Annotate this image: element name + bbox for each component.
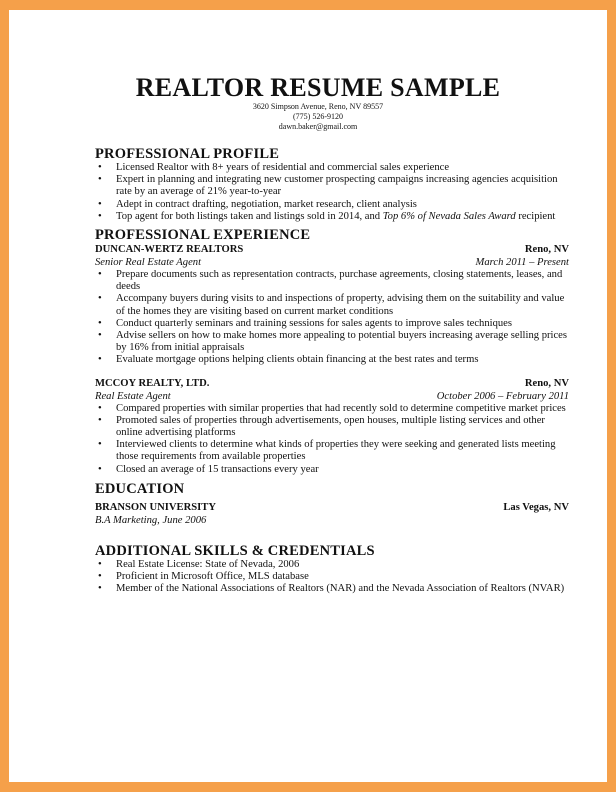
job-entry <box>95 377 569 476</box>
job-title: Real Estate Agent <box>95 390 171 402</box>
skills-list <box>95 559 569 596</box>
resume-header <box>95 74 569 132</box>
job-duties <box>95 403 569 476</box>
list-item <box>95 211 569 223</box>
list-item: • Conduct quarterly seminars and training sessions for sales agents to improve sales techniques <box>95 318 569 330</box>
list-item: • Real Estate License: State of Nevada, 2006 <box>95 559 569 571</box>
experience-heading: PROFESSIONAL EXPERIENCE <box>95 227 311 244</box>
profile-list <box>95 162 569 223</box>
list-item: • Adept in contract drafting, negotiation, market research, client analysis <box>95 199 569 211</box>
profile-heading: PROFESSIONAL PROFILE <box>95 146 280 162</box>
company-name: MCCOY REALTY, LTD. <box>95 377 210 389</box>
list-item: • Licensed Realtor with 8+ years of residential and commercial sales experience <box>95 162 569 174</box>
job-dates: October 2006 – February 2011 <box>436 390 569 402</box>
job-subheader <box>95 390 569 403</box>
experience-section <box>95 227 569 476</box>
list-item: • Expert in planning and integrating new customer prospecting campaigns increasing agencies acquisition rate by an average of 21% year-to-year <box>95 174 569 198</box>
list-item: • Promoted sales of properties through advertisements, open houses, multiple listing services and other online advertising platforms <box>95 415 569 439</box>
resume-title: REALTOR RESUME SAMPLE <box>135 73 501 102</box>
skills-heading: ADDITIONAL SKILLS & CREDENTIALS <box>95 542 375 559</box>
award-prefix: Top agent for both listings taken and listings sold in 2014, and <box>116 210 383 222</box>
school-location: Las Vegas, NV <box>503 501 569 513</box>
job-location: Reno, NV <box>524 244 569 256</box>
award-suffix: recipient <box>515 210 556 222</box>
education-heading: EDUCATION <box>95 480 185 497</box>
award-name: Top 6% of Nevada Sales Award <box>382 210 516 222</box>
job-subheader <box>95 256 569 269</box>
job-header <box>95 377 569 390</box>
degree: B.A Marketing, June 2006 <box>95 514 207 526</box>
contact-address: 3620 Simpson Avenue, Reno, NV 89557 <box>252 102 384 111</box>
job-entry <box>95 243 569 367</box>
company-name: DUNCAN-WERTZ REALTORS <box>95 244 244 256</box>
contact-email: dawn.baker@gmail.com <box>278 122 358 131</box>
education-header <box>95 501 569 514</box>
list-item: • Compared properties with similar properties that had recently sold to determine competitive market prices <box>95 403 569 415</box>
job-title: Senior Real Estate Agent <box>95 257 202 269</box>
profile-section <box>95 146 569 223</box>
education-subheader <box>95 514 569 527</box>
list-item: • Advise sellers on how to make homes more appealing to potential buyers increasing average selling prices by 16% from initial appraisals <box>95 330 569 354</box>
job-duties <box>95 269 569 367</box>
list-item: • Interviewed clients to determine what kinds of properties they were seeking and generated lists meeting those requirements from available properties <box>95 439 569 463</box>
list-item: • Member of the National Associations of Realtors (NAR) and the Nevada Association of Realtors (NVAR) <box>95 583 569 595</box>
school-name: BRANSON UNIVERSITY <box>95 501 216 513</box>
resume-page <box>9 10 607 782</box>
list-item: • Closed an average of 15 transactions every year <box>95 464 569 476</box>
skills-section <box>95 543 569 596</box>
list-item: • Evaluate mortgage options helping clients obtain financing at the best rates and terms <box>95 354 569 366</box>
job-header <box>95 243 569 256</box>
job-location: Reno, NV <box>524 377 569 389</box>
list-item: • Accompany buyers during visits to and inspections of property, advising them on the suitability and value of the homes they are visiting based on current market conditions <box>95 293 569 317</box>
contact-phone: (775) 526-9120 <box>293 112 343 121</box>
job-dates: March 2011 – Present <box>475 257 569 269</box>
education-section <box>95 481 569 527</box>
list-item: • Prepare documents such as representation contracts, purchase agreements, closing statements, leases, and deeds <box>95 269 569 293</box>
list-item: • Proficient in Microsoft Office, MLS database <box>95 571 569 583</box>
